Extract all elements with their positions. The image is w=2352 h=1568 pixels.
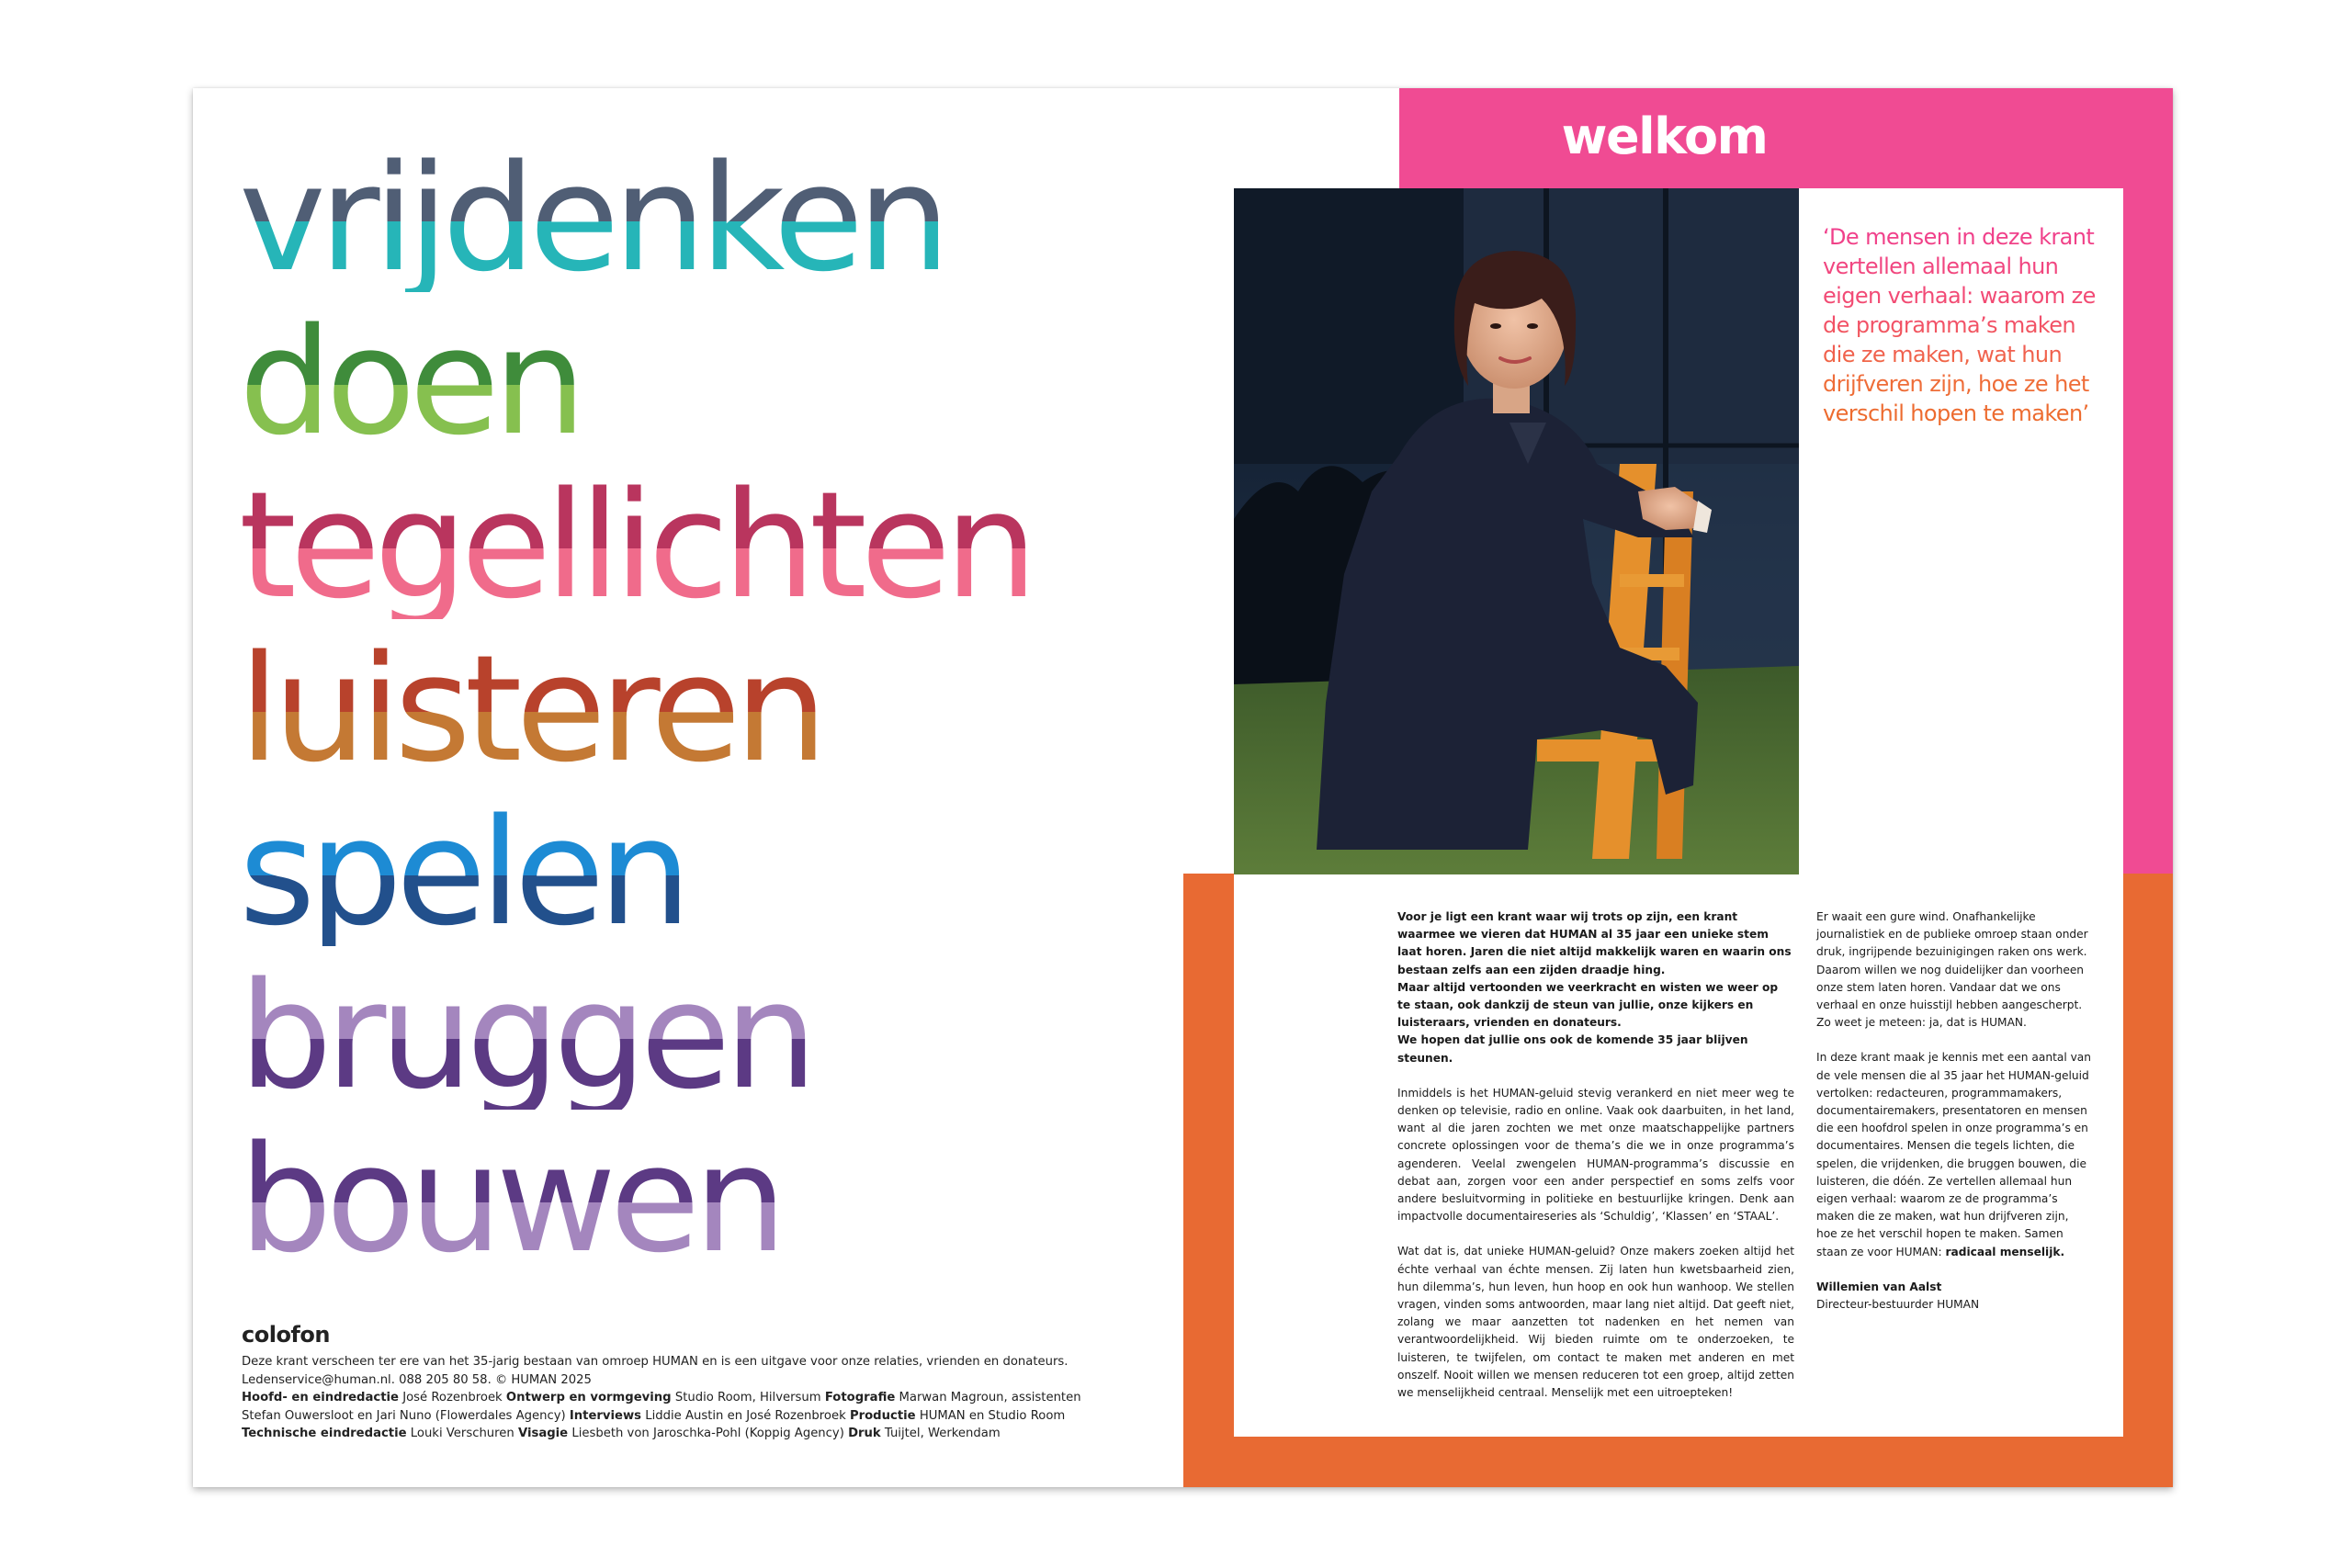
credit-value: Tuijtel, Werkendam: [884, 1427, 1001, 1440]
credit-label: Productie: [849, 1408, 916, 1423]
colofon-contact: Ledenservice@human.nl. 088 205 80 58. © HUMAN 2025: [242, 1372, 592, 1387]
credit-value: HUMAN en Studio Room: [919, 1408, 1066, 1423]
paragraph-emphasis: radicaal menselijk.: [1945, 1245, 2065, 1258]
credit-value: Louki Verschuren: [410, 1427, 514, 1440]
article-paragraph: Wat dat is, dat unieke HUMAN-geluid? Onze makers zoeken altijd het échte verhaal van échte mensen. Zij laten hun kwetsbaarheid zien, hun dilemma’s, hun leven, hun hoop en ook hun wanhoop. We stellen vragen, vinden soms antwoorden, maar lang niet altijd. Dat geeft niet, zolang we maar aanzetten tot nadenken en het nemen van verantwoordelijkheid. Wij bieden ruimte om te onderzoeken, te luisteren, te twijfelen, om contact te maken met anderen en met onszelf. Nooit willen we mensen reduceren tot een groep, altijd zetten we menselijkheid centraal. Menselijk met een uitroepteken!: [1397, 1245, 1794, 1400]
newspaper-spread: [193, 88, 2173, 1487]
pull-quote: ‘De mensen in deze krant vertellen allemaal hun eigen verhaal: waarom ze de programma’s maken die ze maken, wat hun drijfveren zijn, hoe ze het verschil hopen te maken’: [1823, 222, 2098, 428]
word-bruggen: bruggen: [239, 950, 811, 1122]
credit-label: Visagie: [517, 1427, 569, 1440]
credit-value: Liesbeth von Jaroschka-Pohl (Koppig Agency): [571, 1427, 844, 1440]
article-paragraph: [1816, 1049, 2092, 1260]
colofon-intro: Deze krant verscheen ter ere van het 35-jarig bestaan van omroep HUMAN en is een uitgave voor onze relaties, vrienden en donateurs.: [242, 1355, 1069, 1369]
word-vrijdenken: vrijdenken: [239, 132, 944, 304]
word-spelen: spelen: [239, 786, 685, 958]
colofon-title: colofon: [242, 1322, 330, 1348]
article-column-1: [1397, 908, 1794, 1419]
credit-value: Marwan Magroun, assistenten Stefan Ouwersloot en Jari Nuno (Flowerdales Agency): [242, 1391, 1081, 1423]
article-lead: [1397, 908, 1794, 1067]
credit-label: Interviews: [569, 1408, 642, 1423]
signature: [1816, 1279, 2092, 1314]
left-page: [193, 88, 1183, 1487]
paragraph-text: In deze krant maak je kennis met een aantal van de vele mensen die al 35 jaar het HUMAN-geluid vertolken: redacteuren, programmamakers, documentairemakers, presentatoren en mensen die een hoofdrol spelen in onze programma’s en documentaires. Mensen die tegels lichten, die spelen, die vrijdenken, die bruggen bouwen, die luisteren, die dóén. Ze vertellen allemaal hun eigen verhaal: waarom ze de programma’s maken die ze maken, wat hun drijfveren zijn, hoe ze het verschil hopen te maken. Samen staan ze voor HUMAN:: [1816, 1051, 2091, 1258]
word-doen: doen: [239, 296, 581, 468]
credit-value: Liddie Austin en José Rozenbroek: [645, 1408, 846, 1423]
portrait-photo: [1234, 188, 1799, 874]
credit-label: Ontwerp en vormgeving: [505, 1391, 672, 1404]
credit-label: Hoofd- en eindredactie: [242, 1391, 399, 1404]
credit-label: Druk: [848, 1427, 881, 1440]
lead-sentence: We hopen dat jullie ons ook de komende 35 jaar blijven steunen.: [1397, 1033, 1748, 1065]
credit-value: Studio Room, Hilversum: [674, 1391, 821, 1404]
right-page: [1183, 88, 2173, 1487]
article-paragraph: Inmiddels is het HUMAN-geluid stevig verankerd en niet meer weg te denken op televisie, radio en online. Vaak ook daarbuiten, in het land, want al die jaren zochten we met onze maatschappelijke partners concrete oplossingen voor de thema’s die we in onze programma’s agenderen. Veelal zwengelen HUMAN-programma’s discussie en debat aan, zorgen voor een ander perspectief en soms zelfs voor andere besluitvorming in politieke en bestuurlijke kringen. Denk aan impactvolle documentaireseries als ‘Schuldig’, ‘Klassen’ en ‘STAAL’.: [1397, 1086, 1794, 1224]
credit-label: Fotografie: [824, 1391, 896, 1404]
credit-label: Technische eindredactie: [242, 1427, 407, 1440]
colofon-credits: [242, 1389, 1124, 1443]
colofon: [242, 1322, 1124, 1443]
credit-value: José Rozenbroek: [402, 1391, 503, 1404]
word-bouwen: bouwen: [239, 1113, 781, 1285]
article-paragraph: Er waait een gure wind. Onafhankelijke journalistiek en de publieke omroep staan onder druk, ingrijpende bezuinigingen raken ons werk. Daarom willen we nog duidelijker dan voorheen onze stem laten horen. Vandaar dat we ons verhaal en onze huisstijl hebben aangescherpt. Zo weet je meteen: ja, dat is HUMAN.: [1816, 910, 2088, 1030]
signature-role: Directeur-bestuurder HUMAN: [1816, 1298, 1980, 1312]
lead-sentence: Voor je ligt een krant waar wij trots op zijn, een krant waarmee we vieren dat HUMAN al 35 jaar een unieke stem laat horen. Jaren die niet altijd makkelijk waren en waarin ons bestaan zelfs aan een zijden draadje hing.: [1397, 910, 1792, 976]
section-heading: welkom: [1561, 107, 1768, 165]
signature-name: Willemien van Aalst: [1816, 1280, 1942, 1293]
word-tegellichten: tegellichten: [239, 459, 1032, 631]
word-luisteren: luisteren: [239, 623, 821, 795]
lead-sentence: Maar altijd vertoonden we veerkracht en wisten we weer op te staan, ook dankzij de steun van jullie, onze kijkers en luisteraars, vrienden en donateurs.: [1397, 980, 1779, 1030]
portrait-illustration: [1234, 188, 1799, 874]
article-column-2: [1816, 908, 2092, 1314]
